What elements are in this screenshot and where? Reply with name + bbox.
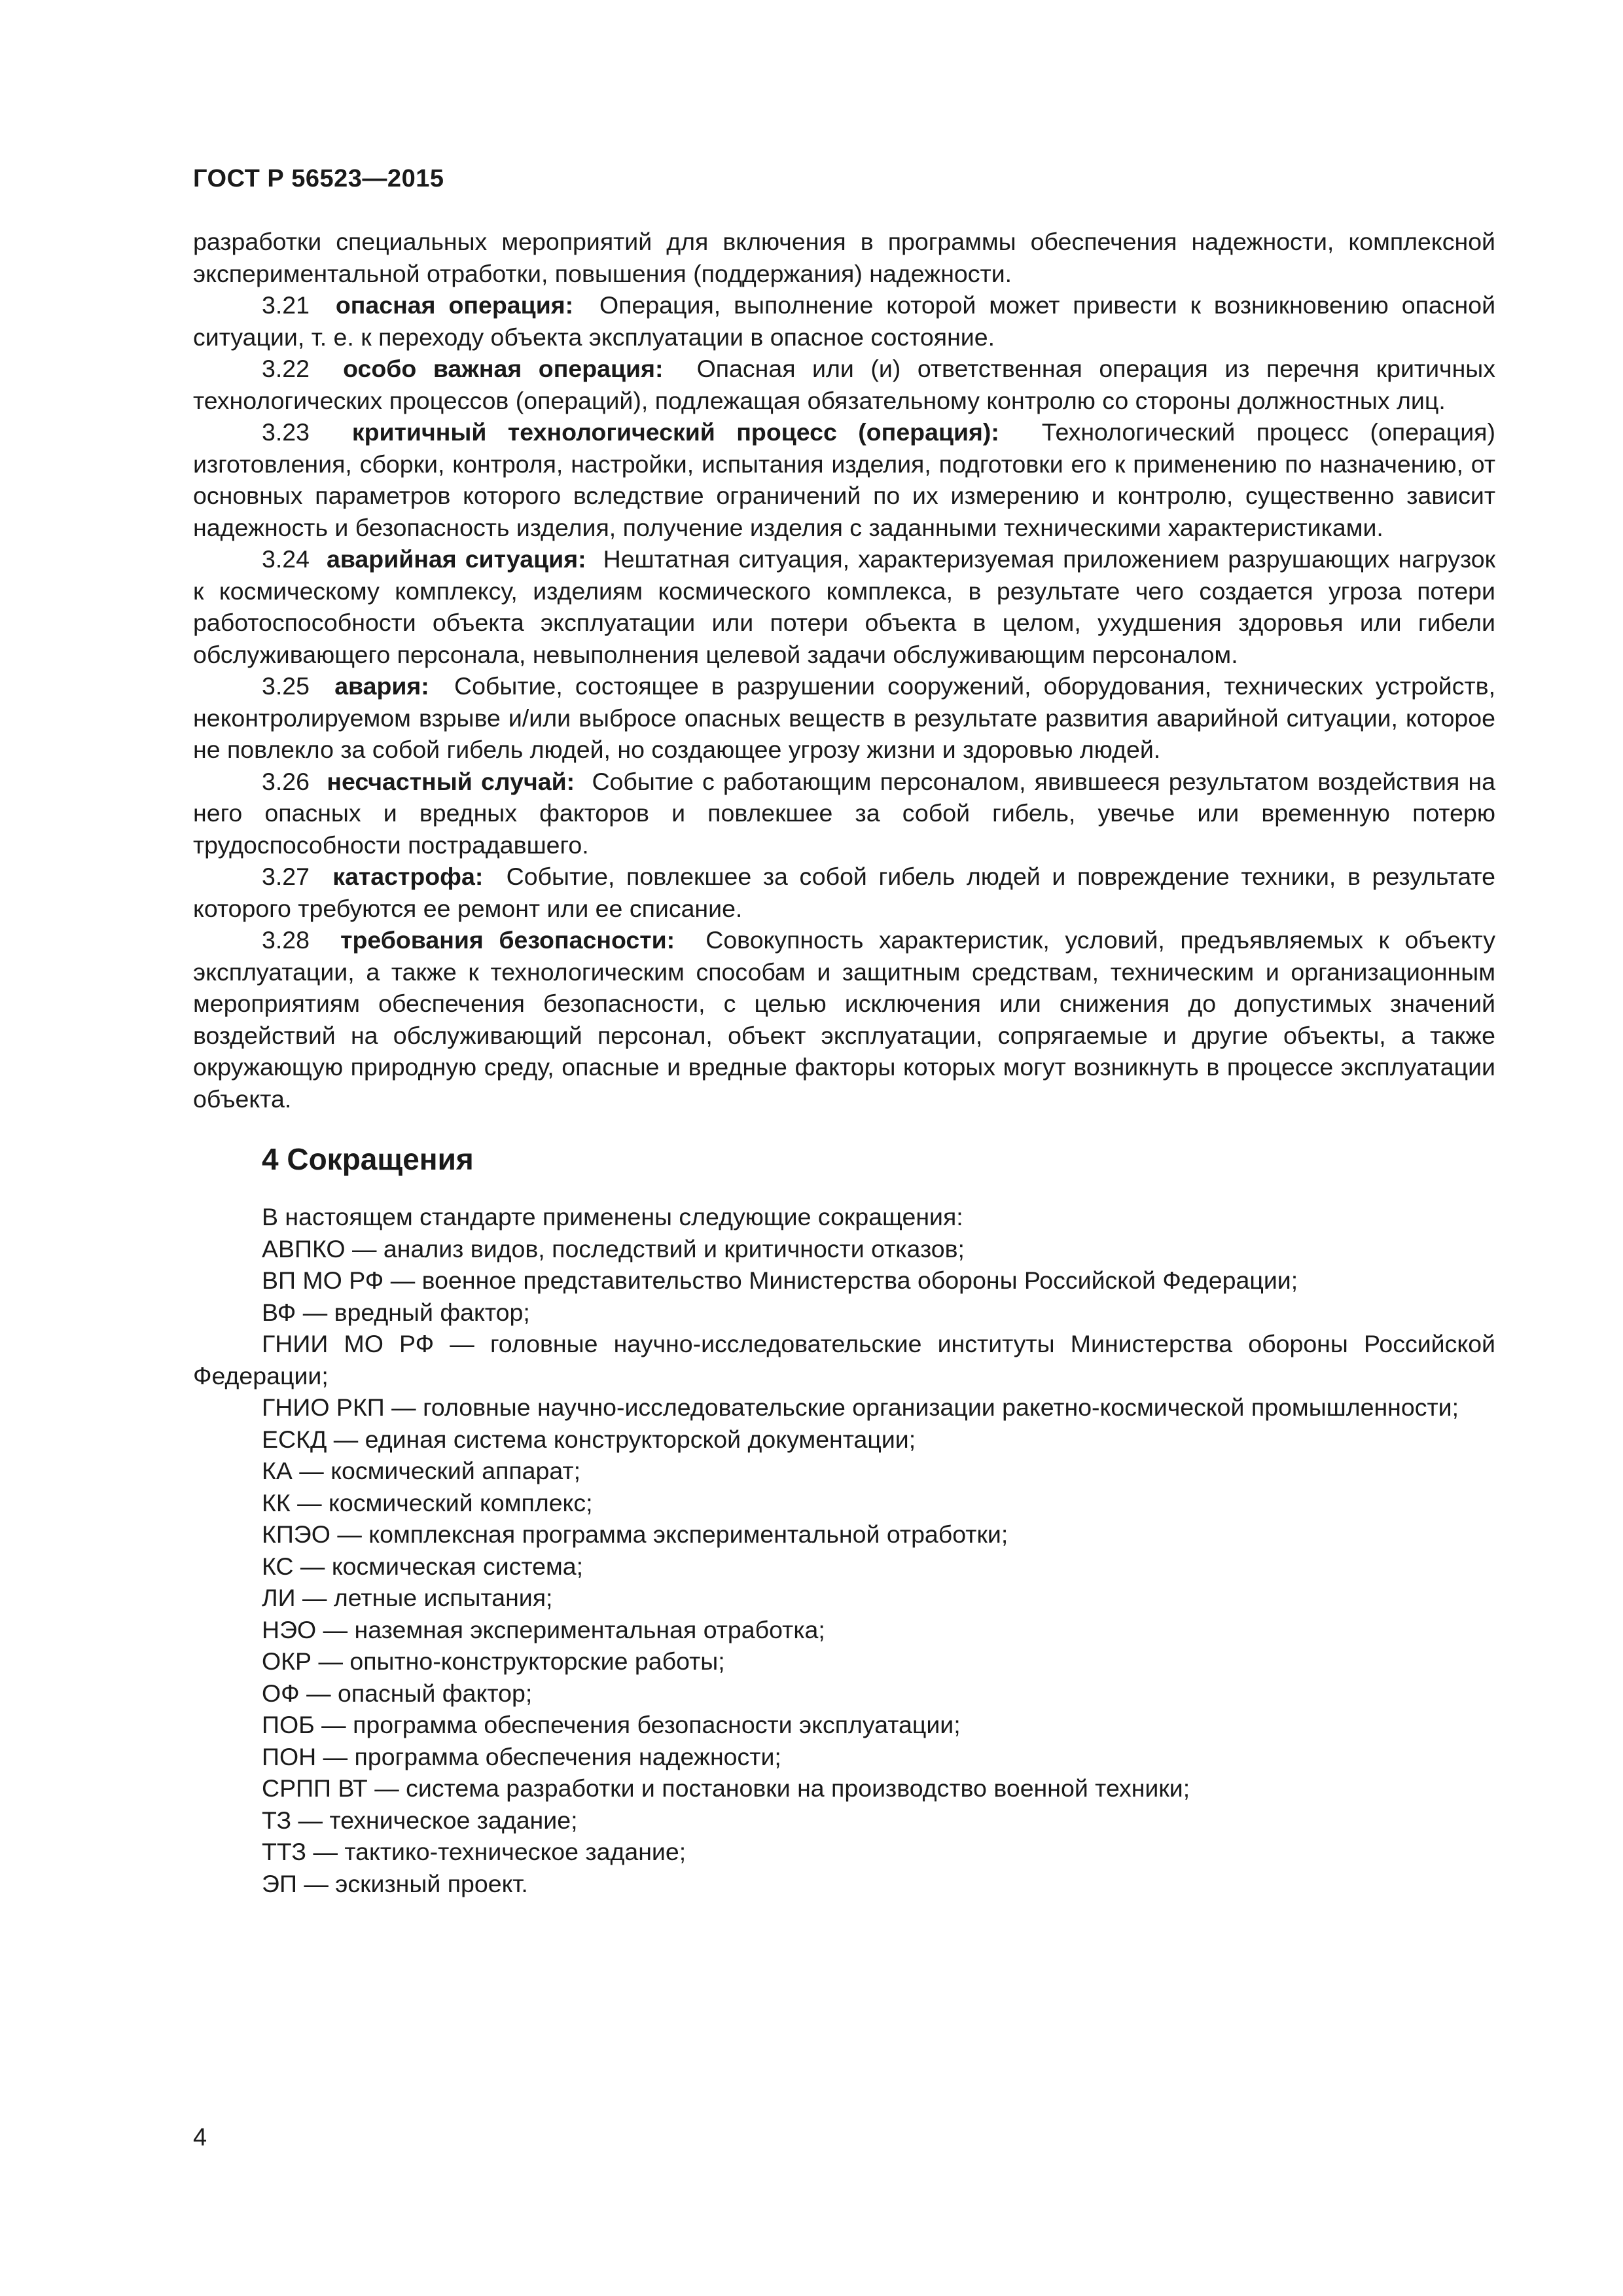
definition-number: 3.25 xyxy=(262,672,310,700)
definition-text: Совокупность характеристик, условий, предъявляемых к объекту эксплуатации, а также к технологическим способам и защитным средствам, техническим и организационным мероприятиям обеспечения безопасности, с целью исключения или снижения до допустимых значений воздействий на обслуживающий персонал, объект эксплуатации, сопрягаемые и другие объекты, а также окружающую природную среду, опасные и вредные факторы которых могут возникнуть в процессе эксплуатации объекта. xyxy=(193,926,1496,1113)
definition-text: Операция, выполнение которой может привести к возникновению опасной ситуации, т. е. к переходу объекта эксплуатации в опасное состояние. xyxy=(193,291,1496,351)
definition-3-23 xyxy=(193,416,1495,543)
abbreviation-item: СРПП ВТ — система разработки и постановки на производство военной техники; xyxy=(262,1774,1190,1802)
definition-number: 3.27 xyxy=(262,863,310,890)
abbreviation-item: ГНИО РКП — головные научно-исследовательские организации ракетно-космической промышленности; xyxy=(262,1393,1459,1421)
abbreviation-item: ВФ — вредный фактор; xyxy=(262,1298,530,1326)
section-lead: В настоящем стандарте применены следующие сокращения: xyxy=(262,1203,963,1230)
section-heading: 4 Сокращения xyxy=(262,1142,474,1176)
definition-term: аварийная ситуация: xyxy=(327,545,586,573)
definition-term: особо важная операция: xyxy=(343,355,664,382)
definition-3-28 xyxy=(193,924,1495,1115)
definition-3-25 xyxy=(193,670,1495,766)
definition-number: 3.22 xyxy=(262,355,310,382)
abbreviation-item: ЛИ — летные испытания; xyxy=(262,1584,553,1611)
definition-3-24 xyxy=(193,543,1495,670)
definition-text: Нештатная ситуация, характеризуемая приложением разрушающих нагрузок к космическому комплексу, изделиям космического комплекса, в результате чего создается угроза потери работоспособности объекта эксплуатации или потери объекта в целом, ухудшения здоровья или гибели обслуживающего персонала, невыполнения целевой задачи обслуживающим персоналом. xyxy=(193,545,1495,668)
abbreviation-item: НЭО — наземная экспериментальная отработка; xyxy=(262,1615,825,1643)
definition-3-21 xyxy=(193,289,1495,353)
definition-text: Событие с работающим персоналом, явившееся результатом воздействия на него опасных и вредных факторов и повлекшее за собой гибель, увечье или временную потерю трудоспособности пострадавшего. xyxy=(193,767,1495,859)
abbreviation-list xyxy=(193,1233,1495,1900)
abbreviation-item: АВПКО — анализ видов, последствий и критичности отказов; xyxy=(262,1234,965,1263)
abbreviation-item: КПЭО — комплексная программа экспериментальной отработки; xyxy=(262,1520,1008,1548)
abbreviation-item: ЕСКД — единая система конструкторской документации; xyxy=(262,1425,916,1453)
abbreviation-item: ОКР — опытно-конструкторские работы; xyxy=(262,1647,725,1675)
definition-3-26 xyxy=(193,766,1495,861)
abbreviation-item: ТЗ — техническое задание; xyxy=(262,1806,578,1834)
definition-term: авария: xyxy=(334,672,429,700)
definition-term: несчастный случай: xyxy=(327,767,575,795)
abbreviation-item: ОФ — опасный фактор; xyxy=(262,1679,533,1707)
document-header: ГОСТ Р 56523—2015 xyxy=(193,165,444,192)
abbreviation-item: ПОБ — программа обеспечения безопасности эксплуатации; xyxy=(262,1711,961,1738)
definition-text: Опасная или (и) ответственная операция из перечня критичных технологических процессов (операций), подлежащая обязательному контролю со стороны должностных лиц. xyxy=(193,355,1496,414)
definition-text: Событие, повлекшее за собой гибель людей и повреждение техники, в результате которого требуются ее ремонт или ее списание. xyxy=(193,863,1495,922)
definition-number: 3.24 xyxy=(262,545,310,573)
definition-number: 3.23 xyxy=(262,418,310,446)
definition-3-27 xyxy=(193,861,1495,924)
abbreviation-item: ТТЗ — тактико-техническое задание; xyxy=(262,1838,687,1865)
abbreviation-item: КА — космический аппарат; xyxy=(262,1457,581,1484)
page-number: 4 xyxy=(193,2124,207,2151)
definition-text: Технологический процесс (операция) изготовления, сборки, контроля, настройки, испытания изделия, подготовки его к применению по назначению, от основных параметров которого вследствие ограничений по их измерению и контролю, существенно зависит надежность и безопасность изделия, получение изделия с заданными техническими характеристиками. xyxy=(193,418,1495,541)
definition-term: опасная операция: xyxy=(335,291,574,319)
definition-number: 3.21 xyxy=(262,291,310,319)
abbreviation-item: КК — космический комплекс; xyxy=(262,1488,593,1516)
definition-3-22 xyxy=(193,353,1495,416)
abbreviation-item: КС — космическая система; xyxy=(262,1552,584,1580)
definition-term: катастрофа: xyxy=(332,863,484,890)
abbreviation-item: ГНИИ МО РФ — головные научно-исследовательские институты Министерства обороны Российской Федерации; xyxy=(193,1330,1495,1390)
definition-text: Событие, состоящее в разрушении сооружений, оборудования, технических устройств, неконтролируемом взрыве и/или выбросе опасных веществ в результате развития аварийной ситуации, которое не повлекло за собой гибель людей, но создающее угрозу жизни и здоровью людей. xyxy=(193,672,1496,763)
abbreviation-item: ЭП — эскизный проект. xyxy=(262,1869,528,1897)
page-body xyxy=(193,226,1495,1899)
intro-paragraph: разработки специальных мероприятий для включения в программы обеспечения надежности, комплексной экспериментальной отработки, повышения (поддержания) надежности. xyxy=(193,228,1495,287)
definition-term: критичный технологический процесс (операция): xyxy=(351,418,999,446)
abbreviation-item: ПОН — программа обеспечения надежности; xyxy=(262,1742,781,1770)
definition-term: требования безопасности: xyxy=(340,926,675,954)
abbreviation-item: ВП МО РФ — военное представительство Министерства обороны Российской Федерации; xyxy=(262,1266,1298,1294)
definition-number: 3.26 xyxy=(262,767,310,795)
definition-number: 3.28 xyxy=(262,926,310,954)
